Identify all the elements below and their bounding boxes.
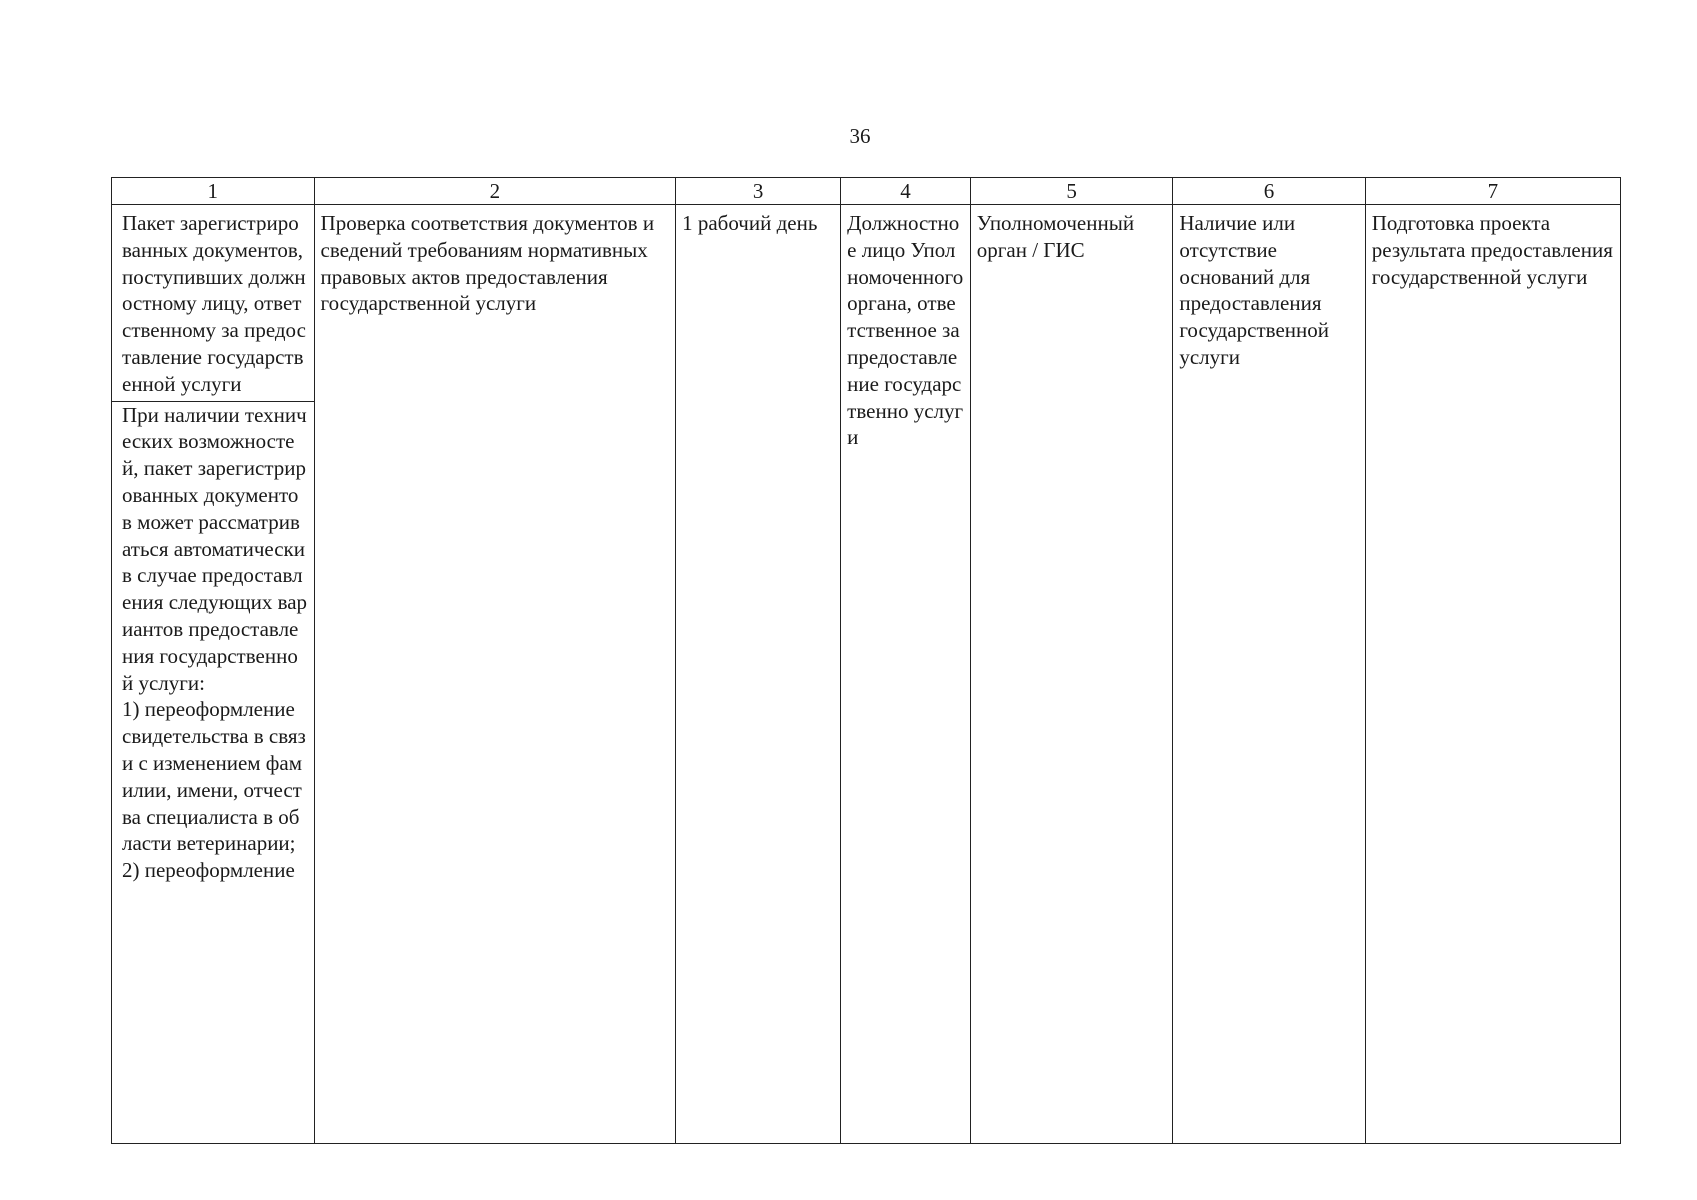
column-number-3: 3 [676, 178, 841, 205]
column-number-2: 2 [314, 178, 676, 205]
column-number-7: 7 [1365, 178, 1620, 205]
cell-decision-criteria: Наличие или отсутствие оснований для предоставления государственной услуги [1173, 205, 1365, 1144]
column-number-5: 5 [970, 178, 1173, 205]
procedure-table [111, 177, 1621, 1144]
cell-execution-place: Уполномоченный орган / ГИС [970, 205, 1173, 1144]
column-number-1: 1 [112, 178, 315, 205]
cell-result: Подготовка проекта результата предоставления государственной услуги [1365, 205, 1620, 1144]
table-row [112, 205, 1621, 1144]
cell-basis [112, 205, 315, 1144]
column-number-6: 6 [1173, 178, 1365, 205]
basis-registered-package: Пакет зарегистрированных документов, поступивших должностному лицу, ответственному за предоставление государственной услуги [112, 205, 314, 402]
table-header-row [112, 178, 1621, 205]
column-number-4: 4 [841, 178, 971, 205]
cell-responsible-official: Должностное лицо Уполномоченного органа, ответственное за предоставление государственно услуги [841, 205, 971, 1144]
basis-automatic-review: При наличии технических возможностей, пакет зарегистрированных документов может рассматриваться автоматически в случае предоставления следующих вариантов предоставления государственной услуги: 1) переоформление свидетельства в связи с изменением фамилии, имени, отчества специалиста в области ветеринарии; 2) переоформление [122, 402, 308, 883]
cell-procedure-content: Проверка соответствия документов и сведений требованиям нормативных правовых актов предоставления государственной услуги [314, 205, 676, 1144]
cell-duration: 1 рабочий день [676, 205, 841, 1144]
page-number: 36 [849, 124, 871, 148]
